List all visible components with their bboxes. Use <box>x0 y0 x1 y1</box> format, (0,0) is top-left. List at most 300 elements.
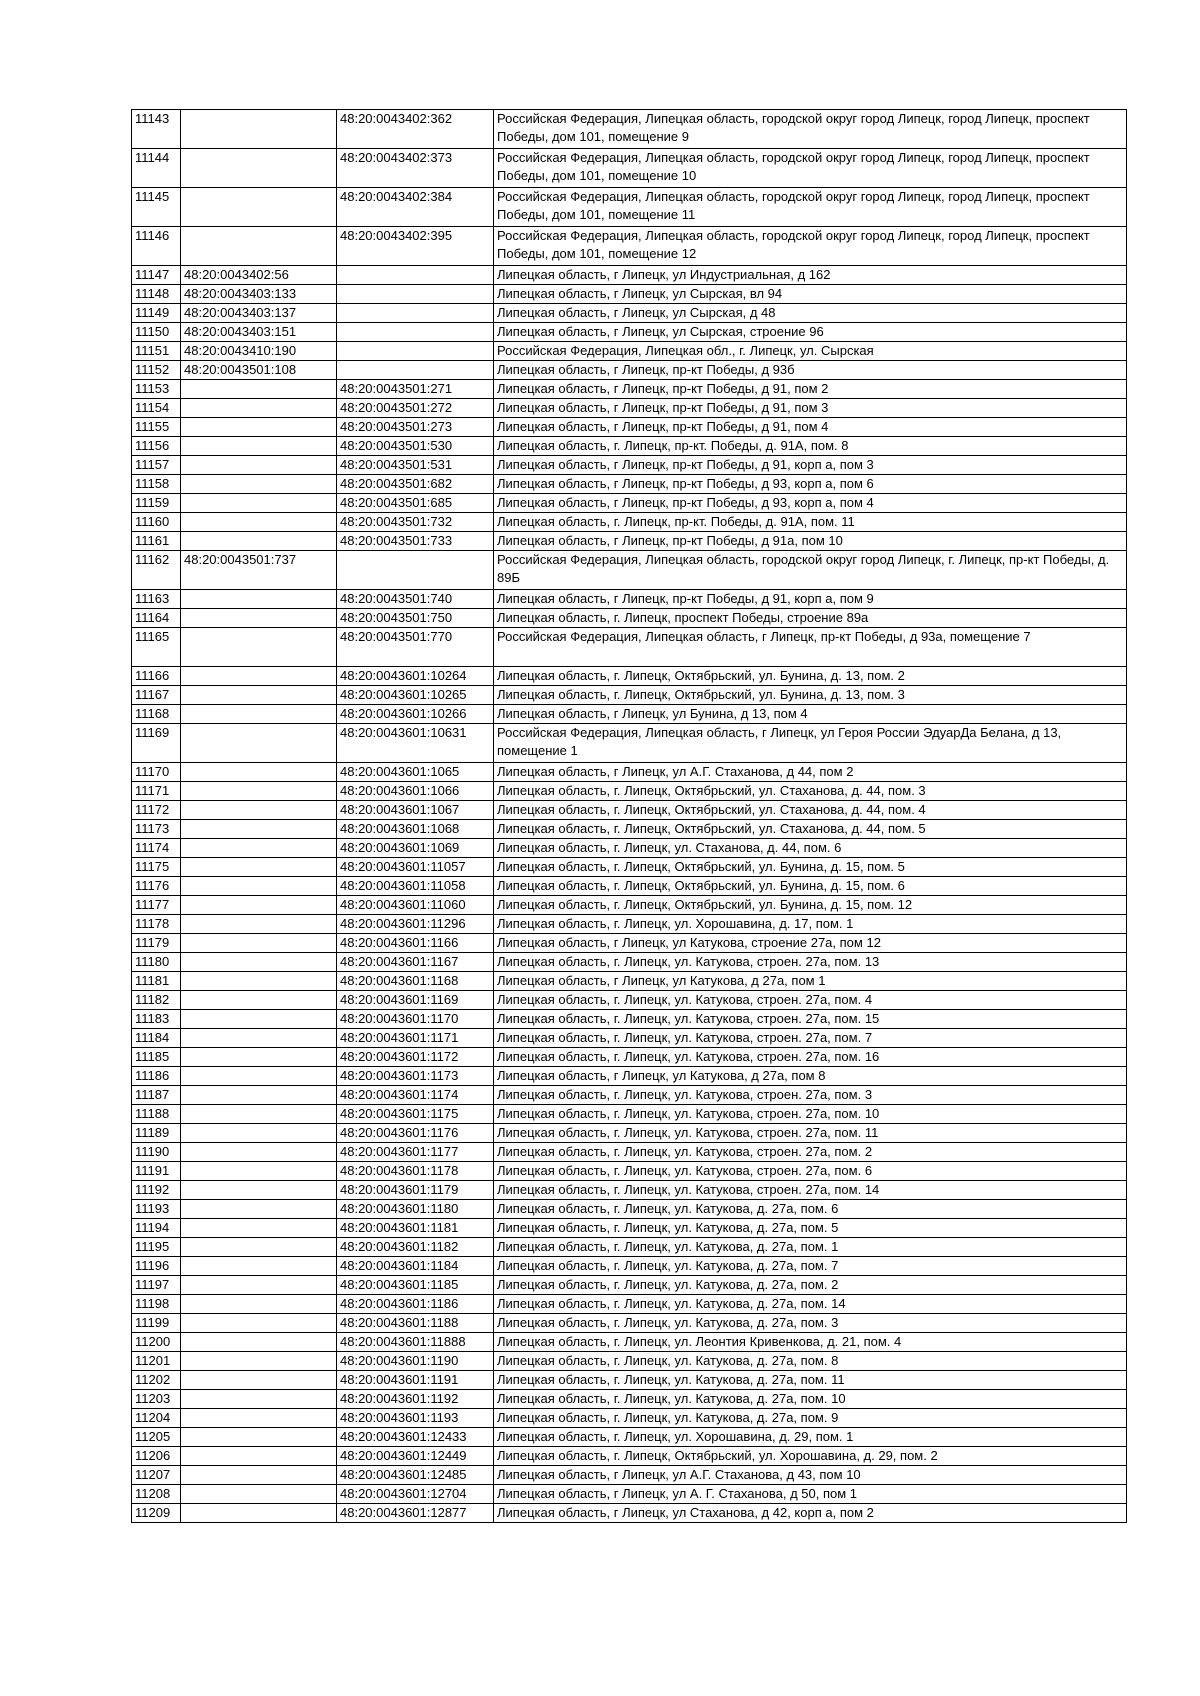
cadastral-number-cell <box>181 1010 337 1029</box>
table-row <box>132 609 1127 628</box>
table-row <box>132 475 1127 494</box>
object-number-cell: 48:20:0043601:1173 <box>337 1067 494 1086</box>
cadastral-number-cell <box>181 1162 337 1181</box>
address-cell: Липецкая область, г. Липецк, ул. Катукова, строен. 27а, пом. 4 <box>494 991 1127 1010</box>
table-row <box>132 667 1127 686</box>
cadastral-number-cell: 48:20:0043403:151 <box>181 323 337 342</box>
row-number-cell: 11192 <box>132 1181 181 1200</box>
address-cell: Липецкая область, г. Липецк, ул. Катукова, строен. 27а, пом. 11 <box>494 1124 1127 1143</box>
row-number-cell: 11153 <box>132 380 181 399</box>
row-number-cell: 11171 <box>132 782 181 801</box>
object-number-cell: 48:20:0043601:1171 <box>337 1029 494 1048</box>
address-cell: Российская Федерация, Липецкая область, г Липецк, пр-кт Победы, д 93а, помещение 7 <box>494 628 1127 667</box>
address-cell: Липецкая область, г. Липецк, ул. Катукова, д. 27а, пом. 6 <box>494 1200 1127 1219</box>
cadastral-number-cell <box>181 437 337 456</box>
object-number-cell: 48:20:0043501:732 <box>337 513 494 532</box>
address-cell: Липецкая область, г. Липецк, ул. Катукова, строен. 27а, пом. 10 <box>494 1105 1127 1124</box>
address-cell: Российская Федерация, Липецкая область, городской округ город Липецк, город Липецк, проспект Победы, дом 101, помещение 10 <box>494 149 1127 188</box>
row-number-cell: 11198 <box>132 1295 181 1314</box>
object-number-cell: 48:20:0043601:1176 <box>337 1124 494 1143</box>
object-number-cell: 48:20:0043601:12449 <box>337 1447 494 1466</box>
row-number-cell: 11200 <box>132 1333 181 1352</box>
cadastral-number-cell <box>181 934 337 953</box>
table-row <box>132 972 1127 991</box>
cadastral-number-cell <box>181 1219 337 1238</box>
object-number-cell: 48:20:0043601:1170 <box>337 1010 494 1029</box>
table-row <box>132 896 1127 915</box>
address-cell: Российская Федерация, Липецкая обл., г. Липецк, ул. Сырская <box>494 342 1127 361</box>
cadastral-number-cell <box>181 1371 337 1390</box>
object-number-cell: 48:20:0043501:770 <box>337 628 494 667</box>
cadastral-number-cell <box>181 1409 337 1428</box>
object-number-cell <box>337 551 494 590</box>
cadastral-number-cell <box>181 724 337 763</box>
cadastral-number-cell <box>181 590 337 609</box>
row-number-cell: 11168 <box>132 705 181 724</box>
cadastral-number-cell <box>181 1390 337 1409</box>
object-number-cell: 48:20:0043601:1067 <box>337 801 494 820</box>
object-number-cell: 48:20:0043601:1190 <box>337 1352 494 1371</box>
cadastral-number-cell <box>181 1276 337 1295</box>
table-row <box>132 1295 1127 1314</box>
address-cell: Липецкая область, г. Липецк, Октябрьский, ул. Бунина, д. 15, пом. 6 <box>494 877 1127 896</box>
row-number-cell: 11173 <box>132 820 181 839</box>
table-row <box>132 1219 1127 1238</box>
row-number-cell: 11160 <box>132 513 181 532</box>
row-number-cell: 11183 <box>132 1010 181 1029</box>
cadastral-number-cell <box>181 1200 337 1219</box>
table-row <box>132 1314 1127 1333</box>
row-number-cell: 11155 <box>132 418 181 437</box>
object-number-cell: 48:20:0043501:740 <box>337 590 494 609</box>
table-row <box>132 590 1127 609</box>
table-row <box>132 1067 1127 1086</box>
address-cell: Липецкая область, г. Липецк, ул. Катукова, д. 27а, пом. 1 <box>494 1238 1127 1257</box>
table-row <box>132 1447 1127 1466</box>
cadastral-number-cell <box>181 1447 337 1466</box>
table-row <box>132 323 1127 342</box>
row-number-cell: 11193 <box>132 1200 181 1219</box>
address-cell: Липецкая область, г. Липецк, ул. Катукова, д. 27а, пом. 10 <box>494 1390 1127 1409</box>
address-cell: Липецкая область, г. Липецк, ул. Катукова, строен. 27а, пом. 15 <box>494 1010 1127 1029</box>
cadastral-number-cell <box>181 705 337 724</box>
table-row <box>132 285 1127 304</box>
address-cell: Липецкая область, г. Липецк, ул. Стаханова, д. 44, пом. 6 <box>494 839 1127 858</box>
cadastral-number-cell <box>181 858 337 877</box>
table-row <box>132 1390 1127 1409</box>
object-number-cell: 48:20:0043601:1186 <box>337 1295 494 1314</box>
cadastral-number-cell <box>181 686 337 705</box>
table-row <box>132 1086 1127 1105</box>
table-row <box>132 782 1127 801</box>
table-row <box>132 227 1127 266</box>
address-cell: Липецкая область, г Липецк, пр-кт Победы, д 91, пом 2 <box>494 380 1127 399</box>
object-number-cell <box>337 304 494 323</box>
cadastral-number-cell <box>181 1143 337 1162</box>
table-row <box>132 1048 1127 1067</box>
row-number-cell: 11190 <box>132 1143 181 1162</box>
table-row <box>132 188 1127 227</box>
object-number-cell: 48:20:0043601:11058 <box>337 877 494 896</box>
address-cell: Липецкая область, г Липецк, пр-кт Победы, д 93, корп а, пом 6 <box>494 475 1127 494</box>
row-number-cell: 11150 <box>132 323 181 342</box>
table-row <box>132 304 1127 323</box>
object-number-cell: 48:20:0043601:10265 <box>337 686 494 705</box>
object-number-cell: 48:20:0043601:1175 <box>337 1105 494 1124</box>
object-number-cell: 48:20:0043601:10266 <box>337 705 494 724</box>
row-number-cell: 11181 <box>132 972 181 991</box>
object-number-cell: 48:20:0043601:10631 <box>337 724 494 763</box>
object-number-cell: 48:20:0043601:1169 <box>337 991 494 1010</box>
address-cell: Липецкая область, г. Липецк, Октябрьский, ул. Хорошавина, д. 29, пом. 2 <box>494 1447 1127 1466</box>
table-row <box>132 551 1127 590</box>
object-number-cell: 48:20:0043601:1069 <box>337 839 494 858</box>
address-cell: Липецкая область, г. Липецк, ул. Катукова, строен. 27а, пом. 16 <box>494 1048 1127 1067</box>
object-number-cell: 48:20:0043601:1179 <box>337 1181 494 1200</box>
row-number-cell: 11170 <box>132 763 181 782</box>
cadastral-number-cell <box>181 1333 337 1352</box>
address-cell: Липецкая область, г. Липецк, ул. Катукова, д. 27а, пом. 9 <box>494 1409 1127 1428</box>
cadastral-number-cell <box>181 628 337 667</box>
cadastral-number-cell <box>181 953 337 972</box>
row-number-cell: 11195 <box>132 1238 181 1257</box>
object-number-cell: 48:20:0043601:11888 <box>337 1333 494 1352</box>
row-number-cell: 11197 <box>132 1276 181 1295</box>
address-cell: Липецкая область, г Липецк, ул Сырская, строение 96 <box>494 323 1127 342</box>
table-row <box>132 266 1127 285</box>
object-number-cell: 48:20:0043601:1068 <box>337 820 494 839</box>
cadastral-number-cell <box>181 227 337 266</box>
address-cell: Липецкая область, г. Липецк, Октябрьский, ул. Бунина, д. 15, пом. 12 <box>494 896 1127 915</box>
table-row <box>132 705 1127 724</box>
row-number-cell: 11152 <box>132 361 181 380</box>
address-cell: Липецкая область, г. Липецк, Октябрьский, ул. Бунина, д. 15, пом. 5 <box>494 858 1127 877</box>
address-cell: Российская Федерация, Липецкая область, городской округ город Липецк, город Липецк, проспект Победы, дом 101, помещение 9 <box>494 110 1127 149</box>
row-number-cell: 11203 <box>132 1390 181 1409</box>
object-number-cell: 48:20:0043601:11057 <box>337 858 494 877</box>
table-row <box>132 1371 1127 1390</box>
table-row <box>132 110 1127 149</box>
object-number-cell: 48:20:0043601:1192 <box>337 1390 494 1409</box>
row-number-cell: 11169 <box>132 724 181 763</box>
object-number-cell: 48:20:0043601:1177 <box>337 1143 494 1162</box>
table-row <box>132 1466 1127 1485</box>
cadastral-number-cell <box>181 399 337 418</box>
row-number-cell: 11176 <box>132 877 181 896</box>
row-number-cell: 11157 <box>132 456 181 475</box>
table-row <box>132 820 1127 839</box>
address-cell: Российская Федерация, Липецкая область, городской округ город Липецк, город Липецк, проспект Победы, дом 101, помещение 12 <box>494 227 1127 266</box>
cadastral-number-cell <box>181 475 337 494</box>
address-cell: Липецкая область, г Липецк, ул А.Г. Стаханова, д 44, пом 2 <box>494 763 1127 782</box>
row-number-cell: 11207 <box>132 1466 181 1485</box>
cadastral-number-cell <box>181 1295 337 1314</box>
object-number-cell: 48:20:0043601:12877 <box>337 1504 494 1523</box>
object-number-cell: 48:20:0043601:10264 <box>337 667 494 686</box>
table-row <box>132 1352 1127 1371</box>
cadastral-number-cell <box>181 1181 337 1200</box>
address-cell: Липецкая область, г. Липецк, ул. Катукова, строен. 27а, пом. 2 <box>494 1143 1127 1162</box>
row-number-cell: 11151 <box>132 342 181 361</box>
cadastral-number-cell <box>181 609 337 628</box>
table-row <box>132 361 1127 380</box>
cadastral-number-cell <box>181 456 337 475</box>
object-number-cell: 48:20:0043601:1066 <box>337 782 494 801</box>
row-number-cell: 11180 <box>132 953 181 972</box>
row-number-cell: 11185 <box>132 1048 181 1067</box>
address-cell: Липецкая область, г. Липецк, пр-кт. Победы, д. 91А, пом. 11 <box>494 513 1127 532</box>
cadastral-number-cell <box>181 1048 337 1067</box>
row-number-cell: 11163 <box>132 590 181 609</box>
address-cell: Липецкая область, г Липецк, ул Индустриальная, д 162 <box>494 266 1127 285</box>
row-number-cell: 11187 <box>132 1086 181 1105</box>
address-cell: Липецкая область, г Липецк, ул Катукова, строение 27а, пом 12 <box>494 934 1127 953</box>
row-number-cell: 11162 <box>132 551 181 590</box>
cadastral-number-cell: 48:20:0043501:737 <box>181 551 337 590</box>
object-number-cell: 48:20:0043601:1065 <box>337 763 494 782</box>
cadastral-number-cell <box>181 763 337 782</box>
address-cell: Липецкая область, г. Липецк, ул. Катукова, д. 27а, пом. 3 <box>494 1314 1127 1333</box>
cadastral-number-cell <box>181 667 337 686</box>
object-number-cell: 48:20:0043601:1184 <box>337 1257 494 1276</box>
address-cell: Липецкая область, г Липецк, пр-кт Победы, д 91, пом 4 <box>494 418 1127 437</box>
row-number-cell: 11189 <box>132 1124 181 1143</box>
cadastral-number-cell: 48:20:0043403:137 <box>181 304 337 323</box>
row-number-cell: 11165 <box>132 628 181 667</box>
address-cell: Липецкая область, г. Липецк, Октябрьский, ул. Стаханова, д. 44, пом. 4 <box>494 801 1127 820</box>
address-cell: Липецкая область, г. Липецк, ул. Катукова, д. 27а, пом. 2 <box>494 1276 1127 1295</box>
row-number-cell: 11175 <box>132 858 181 877</box>
cadastral-number-cell <box>181 188 337 227</box>
table-row <box>132 628 1127 667</box>
row-number-cell: 11205 <box>132 1428 181 1447</box>
row-number-cell: 11206 <box>132 1447 181 1466</box>
address-cell: Липецкая область, г Липецк, ул Бунина, д 13, пом 4 <box>494 705 1127 724</box>
cadastral-number-cell <box>181 513 337 532</box>
object-number-cell: 48:20:0043601:1188 <box>337 1314 494 1333</box>
address-cell: Липецкая область, г. Липецк, ул. Хорошавина, д. 29, пом. 1 <box>494 1428 1127 1447</box>
row-number-cell: 11201 <box>132 1352 181 1371</box>
table-row <box>132 1029 1127 1048</box>
row-number-cell: 11204 <box>132 1409 181 1428</box>
row-number-cell: 11182 <box>132 991 181 1010</box>
address-cell: Липецкая область, г. Липецк, ул. Катукова, д. 27а, пом. 8 <box>494 1352 1127 1371</box>
object-number-cell: 48:20:0043601:1181 <box>337 1219 494 1238</box>
cadastral-number-cell <box>181 532 337 551</box>
object-number-cell <box>337 285 494 304</box>
row-number-cell: 11154 <box>132 399 181 418</box>
address-cell: Липецкая область, г Липецк, пр-кт Победы, д 91а, пом 10 <box>494 532 1127 551</box>
table-row <box>132 1257 1127 1276</box>
address-cell: Липецкая область, г Липецк, ул Стаханова, д 42, корп а, пом 2 <box>494 1504 1127 1523</box>
row-number-cell: 11172 <box>132 801 181 820</box>
cadastral-number-cell <box>181 972 337 991</box>
object-number-cell: 48:20:0043501:273 <box>337 418 494 437</box>
object-number-cell: 48:20:0043601:1182 <box>337 1238 494 1257</box>
cadastral-number-cell <box>181 820 337 839</box>
table-row <box>132 934 1127 953</box>
table-row <box>132 513 1127 532</box>
object-number-cell: 48:20:0043501:272 <box>337 399 494 418</box>
table-row <box>132 1428 1127 1447</box>
object-number-cell: 48:20:0043402:384 <box>337 188 494 227</box>
cadastral-number-cell <box>181 1257 337 1276</box>
object-number-cell: 48:20:0043501:685 <box>337 494 494 513</box>
object-number-cell: 48:20:0043501:682 <box>337 475 494 494</box>
row-number-cell: 11194 <box>132 1219 181 1238</box>
table-row <box>132 456 1127 475</box>
row-number-cell: 11209 <box>132 1504 181 1523</box>
row-number-cell: 11146 <box>132 227 181 266</box>
address-cell: Липецкая область, г. Липецк, ул. Леонтия Кривенкова, д. 21, пом. 4 <box>494 1333 1127 1352</box>
address-cell: Российская Федерация, Липецкая область, городской округ город Липецк, г. Липецк, пр-кт Победы, д. 89Б <box>494 551 1127 590</box>
cadastral-number-cell: 48:20:0043410:190 <box>181 342 337 361</box>
cadastral-number-cell <box>181 494 337 513</box>
table-row <box>132 1181 1127 1200</box>
address-cell: Липецкая область, г. Липецк, Октябрьский, ул. Бунина, д. 13, пом. 3 <box>494 686 1127 705</box>
table-row <box>132 1409 1127 1428</box>
row-number-cell: 11177 <box>132 896 181 915</box>
table-row <box>132 877 1127 896</box>
address-cell: Липецкая область, г. Липецк, ул. Катукова, строен. 27а, пом. 7 <box>494 1029 1127 1048</box>
object-number-cell: 48:20:0043501:530 <box>337 437 494 456</box>
object-number-cell <box>337 342 494 361</box>
row-number-cell: 11196 <box>132 1257 181 1276</box>
cadastral-number-cell <box>181 839 337 858</box>
address-cell: Липецкая область, г Липецк, ул А.Г. Стаханова, д 43, пом 10 <box>494 1466 1127 1485</box>
row-number-cell: 11174 <box>132 839 181 858</box>
object-number-cell: 48:20:0043402:362 <box>337 110 494 149</box>
row-number-cell: 11149 <box>132 304 181 323</box>
table-body <box>132 110 1127 1523</box>
cadastral-number-cell <box>181 991 337 1010</box>
object-number-cell <box>337 266 494 285</box>
object-number-cell: 48:20:0043402:395 <box>337 227 494 266</box>
cadastral-number-cell: 48:20:0043501:108 <box>181 361 337 380</box>
cadastral-number-cell <box>181 1067 337 1086</box>
address-cell: Липецкая область, г. Липецк, ул. Катукова, строен. 27а, пом. 3 <box>494 1086 1127 1105</box>
address-cell: Российская Федерация, Липецкая область, городской округ город Липецк, город Липецк, проспект Победы, дом 101, помещение 11 <box>494 188 1127 227</box>
address-cell: Липецкая область, г Липецк, пр-кт Победы, д 91, корп а, пом 3 <box>494 456 1127 475</box>
table-row <box>132 1162 1127 1181</box>
address-cell: Российская Федерация, Липецкая область, г Липецк, ул Героя России ЭдуарДа Белана, д 13, помещение 1 <box>494 724 1127 763</box>
row-number-cell: 11199 <box>132 1314 181 1333</box>
cadastral-number-cell <box>181 418 337 437</box>
cadastral-number-cell <box>181 915 337 934</box>
address-cell: Липецкая область, г Липецк, пр-кт Победы, д 91, корп а, пом 9 <box>494 590 1127 609</box>
object-number-cell: 48:20:0043601:1168 <box>337 972 494 991</box>
table-row <box>132 858 1127 877</box>
object-number-cell: 48:20:0043501:271 <box>337 380 494 399</box>
table-row <box>132 724 1127 763</box>
row-number-cell: 11186 <box>132 1067 181 1086</box>
object-number-cell: 48:20:0043601:1174 <box>337 1086 494 1105</box>
object-number-cell: 48:20:0043601:12433 <box>337 1428 494 1447</box>
table-row <box>132 801 1127 820</box>
address-cell: Липецкая область, г. Липецк, пр-кт. Победы, д. 91А, пом. 8 <box>494 437 1127 456</box>
table-row <box>132 1010 1127 1029</box>
address-cell: Липецкая область, г Липецк, ул Катукова, д 27а, пом 8 <box>494 1067 1127 1086</box>
row-number-cell: 11159 <box>132 494 181 513</box>
object-number-cell: 48:20:0043501:531 <box>337 456 494 475</box>
object-number-cell: 48:20:0043601:11060 <box>337 896 494 915</box>
address-cell: Липецкая область, г. Липецк, проспект Победы, строение 89а <box>494 609 1127 628</box>
cadastral-number-cell <box>181 1428 337 1447</box>
cadastral-number-cell: 48:20:0043403:133 <box>181 285 337 304</box>
table-row <box>132 1276 1127 1295</box>
address-cell: Липецкая область, г. Липецк, ул. Катукова, д. 27а, пом. 7 <box>494 1257 1127 1276</box>
cadastral-table <box>131 109 1127 1523</box>
address-cell: Липецкая область, г Липецк, ул Сырская, д 48 <box>494 304 1127 323</box>
table-row <box>132 686 1127 705</box>
row-number-cell: 11179 <box>132 934 181 953</box>
table-row <box>132 915 1127 934</box>
row-number-cell: 11158 <box>132 475 181 494</box>
cadastral-number-cell <box>181 1029 337 1048</box>
object-number-cell: 48:20:0043601:1178 <box>337 1162 494 1181</box>
row-number-cell: 11148 <box>132 285 181 304</box>
cadastral-number-cell <box>181 896 337 915</box>
object-number-cell <box>337 323 494 342</box>
table-row <box>132 953 1127 972</box>
object-number-cell: 48:20:0043601:1167 <box>337 953 494 972</box>
row-number-cell: 11144 <box>132 149 181 188</box>
cadastral-number-cell <box>181 110 337 149</box>
address-cell: Липецкая область, г. Липецк, ул. Катукова, д. 27а, пом. 11 <box>494 1371 1127 1390</box>
object-number-cell: 48:20:0043601:12704 <box>337 1485 494 1504</box>
object-number-cell: 48:20:0043601:1185 <box>337 1276 494 1295</box>
object-number-cell: 48:20:0043501:733 <box>337 532 494 551</box>
row-number-cell: 11184 <box>132 1029 181 1048</box>
row-number-cell: 11202 <box>132 1371 181 1390</box>
row-number-cell: 11161 <box>132 532 181 551</box>
address-cell: Липецкая область, г. Липецк, ул. Катукова, строен. 27а, пом. 14 <box>494 1181 1127 1200</box>
row-number-cell: 11164 <box>132 609 181 628</box>
row-number-cell: 11191 <box>132 1162 181 1181</box>
address-cell: Липецкая область, г Липецк, пр-кт Победы, д 93, корп а, пом 4 <box>494 494 1127 513</box>
table-row <box>132 1504 1127 1523</box>
table-row <box>132 399 1127 418</box>
cadastral-number-cell <box>181 380 337 399</box>
table-row <box>132 342 1127 361</box>
object-number-cell: 48:20:0043601:1172 <box>337 1048 494 1067</box>
address-cell: Липецкая область, г. Липецк, ул. Катукова, строен. 27а, пом. 13 <box>494 953 1127 972</box>
table-row <box>132 1143 1127 1162</box>
address-cell: Липецкая область, г Липецк, пр-кт Победы, д 93б <box>494 361 1127 380</box>
table-row <box>132 149 1127 188</box>
table-row <box>132 1105 1127 1124</box>
cadastral-number-cell <box>181 877 337 896</box>
object-number-cell <box>337 361 494 380</box>
table-row <box>132 380 1127 399</box>
cadastral-number-cell <box>181 1086 337 1105</box>
row-number-cell: 11188 <box>132 1105 181 1124</box>
cadastral-number-cell <box>181 801 337 820</box>
address-cell: Липецкая область, г. Липецк, Октябрьский, ул. Бунина, д. 13, пом. 2 <box>494 667 1127 686</box>
cadastral-number-cell <box>181 1314 337 1333</box>
address-cell: Липецкая область, г. Липецк, Октябрьский, ул. Стаханова, д. 44, пом. 3 <box>494 782 1127 801</box>
address-cell: Липецкая область, г. Липецк, Октябрьский, ул. Стаханова, д. 44, пом. 5 <box>494 820 1127 839</box>
row-number-cell: 11143 <box>132 110 181 149</box>
table-row <box>132 1333 1127 1352</box>
table-row <box>132 418 1127 437</box>
cadastral-number-cell <box>181 1352 337 1371</box>
table-row <box>132 532 1127 551</box>
address-cell: Липецкая область, г Липецк, ул Катукова, д 27а, пом 1 <box>494 972 1127 991</box>
table-row <box>132 1124 1127 1143</box>
table-row <box>132 763 1127 782</box>
address-cell: Липецкая область, г Липецк, ул А. Г. Стаханова, д 50, пом 1 <box>494 1485 1127 1504</box>
